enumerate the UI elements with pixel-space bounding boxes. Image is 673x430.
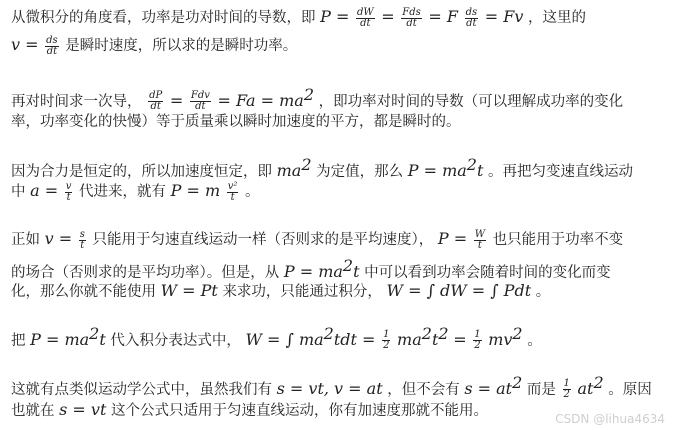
denominator: 2 [383, 340, 390, 352]
numerator: 1 [383, 329, 390, 341]
fraction [356, 8, 375, 29]
denominator: t [66, 191, 71, 203]
text: 。 [527, 332, 542, 349]
text: 率，功率变化的快慢）等于质量乘以瞬时加速度的平方，都是瞬时的。 [11, 114, 461, 130]
fraction [79, 230, 86, 251]
text: 为定值，那么 [316, 163, 404, 180]
exponent: 2 [89, 324, 100, 343]
text: 。原因 [608, 381, 652, 398]
text: 把 [11, 332, 26, 349]
text: 这就有点类似运动学公式中，虽然我们有 [11, 381, 272, 398]
text: 从微积分的角度看，功率是功对时间的导数，即 [11, 10, 316, 26]
equation: s = vt, v = at [276, 378, 383, 398]
text: 。再把匀变速直线运动 [488, 163, 634, 180]
fraction [227, 182, 239, 203]
numerator: ds [465, 6, 478, 18]
fraction [382, 330, 390, 351]
equation: P = ma [407, 160, 467, 180]
fraction [465, 8, 479, 29]
denominator: 2 [474, 340, 481, 352]
text: 只能用于匀速直线运动一样（否则求的是平均速度）， [92, 232, 434, 248]
text: 因为合力是恒定的，所以加速度恒定，即 [11, 163, 272, 180]
p2-line2 [11, 111, 461, 135]
numerator: dP [149, 90, 163, 102]
equation: s = vt [59, 400, 107, 419]
equation: = [381, 7, 395, 26]
fraction [473, 330, 481, 351]
fraction [401, 8, 421, 29]
fraction [563, 379, 571, 400]
exponent: 2 [323, 324, 334, 343]
numerator: ds [46, 34, 58, 46]
numerator: W [474, 228, 486, 240]
exponent: 2 [512, 324, 523, 343]
exponent: 2 [466, 155, 477, 174]
equation: = Fa = ma [217, 90, 304, 110]
text: 也就在 [11, 403, 55, 419]
numerator: s [79, 228, 85, 240]
text: 而是 [526, 381, 556, 398]
equation: t [476, 160, 484, 180]
exponent: 2 [421, 324, 432, 343]
equation: at [577, 378, 594, 398]
denominator: dt [150, 101, 161, 113]
fraction [190, 91, 211, 112]
exponent: 2 [303, 85, 315, 104]
equation: P = m [170, 181, 221, 200]
equation: mv [488, 329, 513, 349]
equation: = F [428, 7, 458, 26]
text: ，这里的 [528, 10, 586, 26]
text: 代入积分表达式中， [110, 332, 241, 349]
equation: P = [437, 229, 468, 248]
fraction [65, 182, 73, 203]
equation: a = [30, 181, 59, 200]
equation: v = [11, 35, 39, 54]
text: 中 [11, 184, 26, 200]
exponent: 2 [438, 324, 449, 343]
exponent: 2 [512, 373, 523, 392]
text: 再对时间求一次导， [11, 93, 142, 110]
equation: t [99, 329, 106, 349]
p4-line3 [11, 280, 550, 304]
p5-line1 [11, 323, 542, 352]
numerator: 1 [563, 378, 570, 390]
equation: ma [397, 329, 422, 349]
denominator: dt [466, 17, 477, 29]
equation: t [353, 261, 360, 281]
numerator: Fdv [190, 90, 210, 102]
numerator: dW [356, 6, 374, 18]
fraction [45, 36, 59, 57]
text: 的场合（否则求的是平均功率）。但是，从 [11, 264, 280, 281]
text: 正如 [11, 232, 40, 248]
p6-line2 [11, 399, 488, 423]
numerator: v [65, 180, 72, 192]
denominator: t [80, 239, 85, 251]
text: 来求功，只能通过积分， [222, 284, 382, 300]
text: ，即功率对时间的导数（可以理解成功率的变化 [318, 93, 624, 110]
equation: W = Pt [160, 281, 218, 300]
text: 代进来，就有 [79, 184, 167, 200]
denominator: t [477, 239, 482, 251]
equation: = [169, 90, 184, 110]
p2-line1 [11, 84, 624, 113]
denominator: dt [195, 101, 206, 113]
text: 。 [535, 284, 551, 300]
equation: t [431, 329, 439, 349]
p1-line2 [11, 34, 297, 58]
equation: = [453, 329, 467, 349]
exponent: 2 [593, 373, 604, 392]
text: 化，那么你就不能使用 [11, 284, 156, 300]
text: ，但不会有 [387, 381, 460, 398]
text: 中可以看到功率会随着时间的变化而变 [364, 264, 611, 281]
text: 是瞬时速度，所以求的是瞬时功率。 [65, 38, 298, 54]
equation: ma [276, 160, 302, 180]
denominator: t [230, 191, 235, 203]
text: 。 [245, 184, 260, 200]
equation: tdt = [333, 329, 376, 349]
fraction [148, 91, 163, 112]
text: 这个公式只适用于匀速直线运动，你有加速度那就不能用。 [110, 403, 488, 419]
text: 也只能用于功率不变 [492, 232, 624, 248]
numerator: 1 [474, 329, 481, 341]
equation: W = ∫ ma [245, 329, 324, 349]
denominator: dt [360, 17, 371, 29]
exponent: 2 [301, 155, 312, 174]
equation: = Fv [484, 7, 524, 26]
exponent: 2 [342, 256, 354, 275]
p4-line2 [11, 255, 611, 279]
equation: W = ∫ dW = ∫ Pdt [386, 281, 532, 300]
denominator: dt [406, 17, 417, 29]
p4-line1 [11, 228, 623, 252]
equation: P = [320, 7, 350, 26]
fraction [474, 230, 486, 251]
p6-line1 [11, 372, 652, 401]
equation: s = at [464, 378, 513, 398]
numerator: Fds [402, 6, 421, 18]
denominator: 2 [563, 389, 570, 401]
p3-line1 [11, 154, 633, 178]
p3-line2 [11, 180, 260, 204]
numerator: v² [227, 180, 238, 192]
equation: v = [44, 229, 73, 248]
equation: P = ma [283, 261, 343, 281]
p1-line1 [11, 6, 586, 30]
denominator: dt [46, 45, 58, 57]
equation: P = ma [30, 329, 90, 349]
watermark: CSDN @lihua4634 [555, 412, 665, 426]
